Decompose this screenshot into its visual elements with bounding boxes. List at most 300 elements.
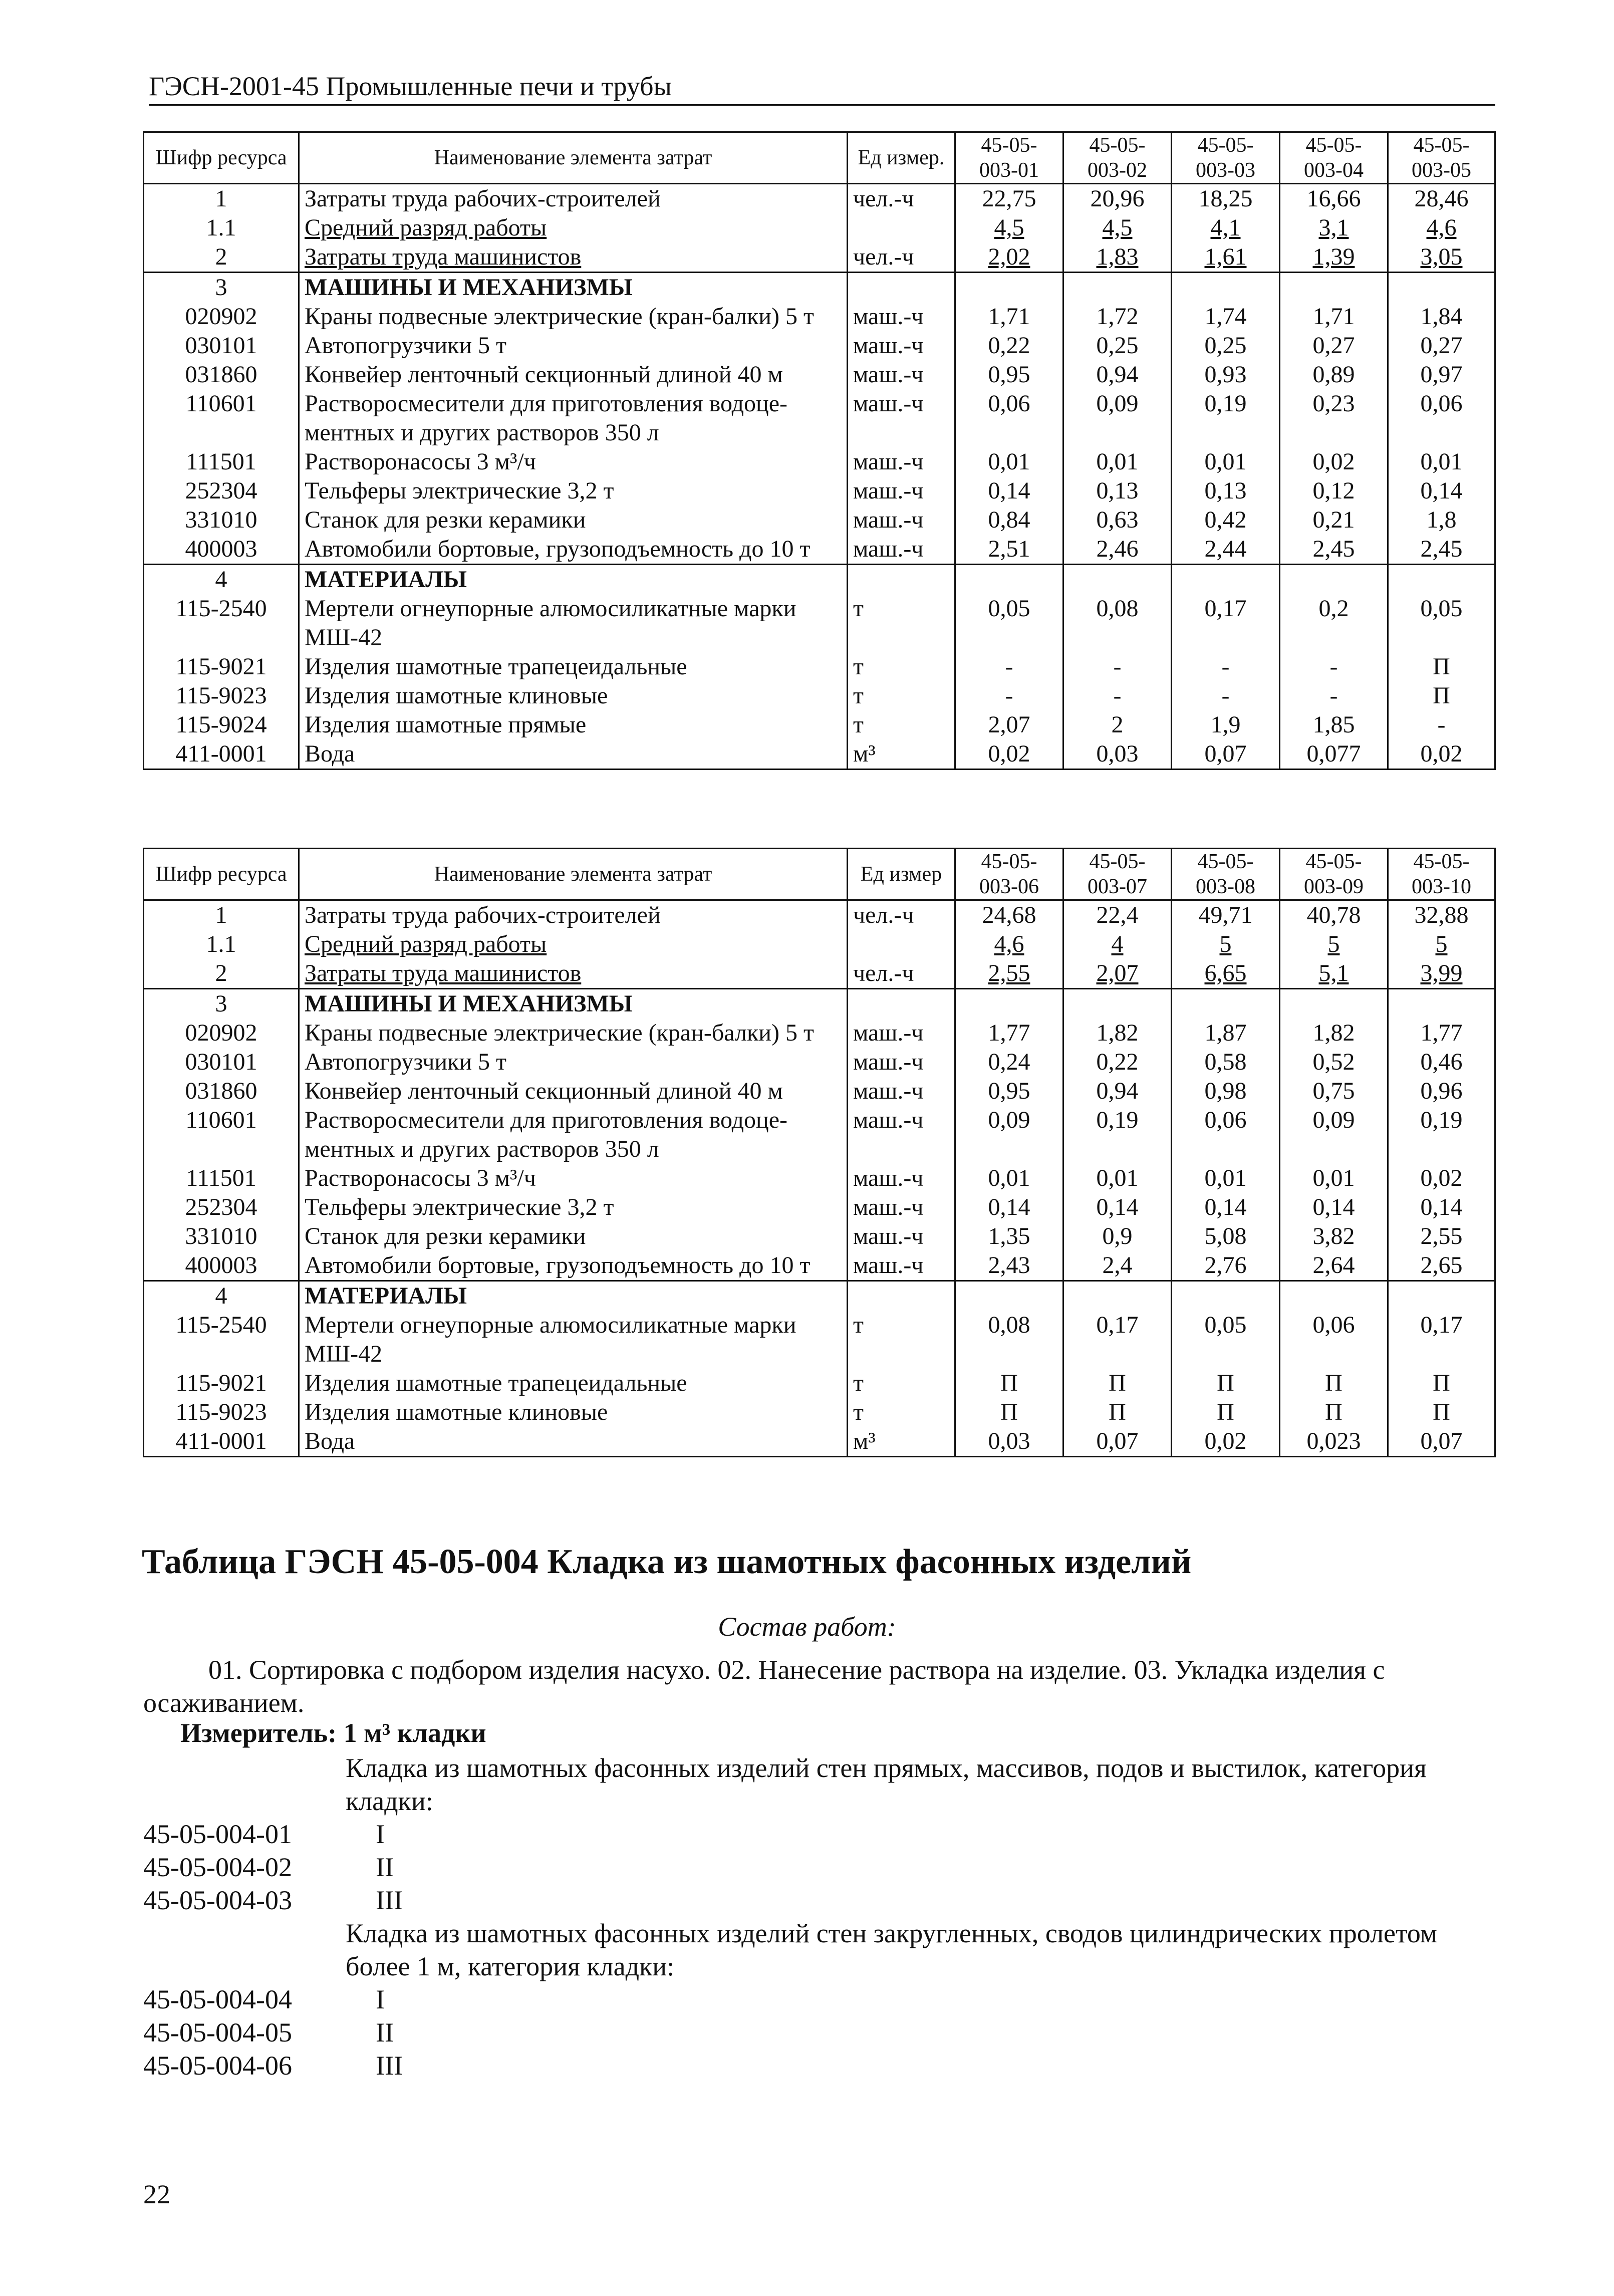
resource-code: 020902 <box>144 302 299 331</box>
value-cell: 1,71 <box>1280 302 1388 331</box>
value-cell: 0,14 <box>1388 1193 1495 1222</box>
value-cell <box>1172 1281 1280 1311</box>
value-cell: 0,05 <box>1172 1311 1280 1369</box>
value-cell: 4,6 <box>955 930 1063 959</box>
resource-unit: маш.-ч <box>848 331 955 360</box>
value-cell: 0,14 <box>1388 476 1495 505</box>
value-cell <box>1063 565 1172 595</box>
resource-name: Изделия шамотные клиновые <box>299 1398 848 1427</box>
value-cell: 0,25 <box>1063 331 1172 360</box>
resource-unit: т <box>848 1398 955 1427</box>
value-cell: 0,13 <box>1063 476 1172 505</box>
value-cell: 0,25 <box>1172 331 1280 360</box>
resource-code: 3 <box>144 989 299 1019</box>
value-cell: 0,19 <box>1388 1106 1495 1164</box>
value-cell <box>1388 989 1495 1019</box>
table-row <box>144 1311 1495 1369</box>
value-cell: 0,02 <box>1388 739 1495 770</box>
value-cell: П <box>1280 1398 1388 1427</box>
value-cell: 1,35 <box>955 1222 1063 1251</box>
resource-code: 115-9021 <box>144 652 299 681</box>
value-cell: П <box>1388 681 1495 710</box>
value-cell: 5 <box>1388 930 1495 959</box>
value-cell: 0,01 <box>1280 1164 1388 1193</box>
value-cell: 1,74 <box>1172 302 1280 331</box>
resource-name: Тельферы электрические 3,2 т <box>299 476 848 505</box>
value-cell <box>1172 565 1280 595</box>
value-cell: П <box>1280 1369 1388 1398</box>
resource-code: 111501 <box>144 447 299 476</box>
resource-code: 110601 <box>144 1106 299 1164</box>
resource-unit: маш.-ч <box>848 447 955 476</box>
column-header: 45-05- 003-05 <box>1388 132 1495 184</box>
value-cell <box>1280 989 1388 1019</box>
table-row <box>144 739 1495 770</box>
value-cell: 0,07 <box>1172 739 1280 770</box>
resource-unit: чел.-ч <box>848 242 955 273</box>
value-cell: - <box>955 681 1063 710</box>
value-cell: 0,46 <box>1388 1048 1495 1077</box>
value-cell: 24,68 <box>955 900 1063 930</box>
table-row <box>144 389 1495 447</box>
value-cell <box>1388 1281 1495 1311</box>
resource-code: 411-0001 <box>144 739 299 770</box>
resource-unit <box>848 989 955 1019</box>
value-cell: 0,14 <box>1063 1193 1172 1222</box>
resource-name: МАШИНЫ И МЕХАНИЗМЫ <box>299 989 848 1019</box>
group2-text: Кладка из шамотных фасонных изделий стен закругленных, сводов цилиндрических пролетом более 1 м, категория кладки: <box>346 1918 1438 1981</box>
value-cell: П <box>1172 1398 1280 1427</box>
table-row <box>144 1398 1495 1427</box>
resource-unit: маш.-ч <box>848 302 955 331</box>
resource-unit: маш.-ч <box>848 1251 955 1281</box>
value-cell: 4,6 <box>1388 213 1495 242</box>
value-cell: 2,45 <box>1388 535 1495 565</box>
table-row <box>144 989 1495 1019</box>
value-cell <box>1063 989 1172 1019</box>
resource-code: 331010 <box>144 505 299 535</box>
value-cell: - <box>1280 652 1388 681</box>
value-cell: 0,01 <box>1063 447 1172 476</box>
resource-name: Конвейер ленточный секционный длиной 40 м <box>299 360 848 389</box>
value-cell: 4,5 <box>955 213 1063 242</box>
resource-unit <box>848 273 955 303</box>
running-header: ГЭСН-2001-45 Промышленные печи и трубы <box>149 71 1495 106</box>
resource-code: 115-9023 <box>144 681 299 710</box>
value-cell: 2,44 <box>1172 535 1280 565</box>
value-cell: 4,1 <box>1172 213 1280 242</box>
resource-name: Изделия шамотные трапецеидальные <box>299 652 848 681</box>
resource-unit: чел.-ч <box>848 900 955 930</box>
column-header: Шифр ресурса <box>144 132 299 184</box>
resource-name: Станок для резки керамики <box>299 505 848 535</box>
value-cell: 4 <box>1063 930 1172 959</box>
column-header: Ед измер <box>848 849 955 900</box>
value-cell: 1,82 <box>1063 1018 1172 1048</box>
value-cell <box>955 565 1063 595</box>
value-cell: 0,14 <box>955 1193 1063 1222</box>
table-row <box>144 565 1495 595</box>
value-cell: 1,8 <box>1388 505 1495 535</box>
column-header: Наименование элемента затрат <box>299 849 848 900</box>
table-row <box>144 535 1495 565</box>
table-row <box>144 959 1495 989</box>
value-cell: 3,82 <box>1280 1222 1388 1251</box>
value-cell: 2,07 <box>1063 959 1172 989</box>
value-cell: 0,96 <box>1388 1077 1495 1106</box>
resource-code: 020902 <box>144 1018 299 1048</box>
column-header: 45-05- 003-09 <box>1280 849 1388 900</box>
table-row <box>144 930 1495 959</box>
value-cell: 0,14 <box>955 476 1063 505</box>
value-cell: 1,82 <box>1280 1018 1388 1048</box>
value-cell: 5,08 <box>1172 1222 1280 1251</box>
table-header-row <box>144 132 1495 184</box>
column-header: 45-05- 003-03 <box>1172 132 1280 184</box>
value-cell: 0,52 <box>1280 1048 1388 1077</box>
table-row <box>144 1281 1495 1311</box>
resource-unit <box>848 213 955 242</box>
value-cell: 0,42 <box>1172 505 1280 535</box>
item-code: 45-05-004-06 <box>143 2051 292 2081</box>
value-cell: П <box>1063 1369 1172 1398</box>
value-cell: 22,75 <box>955 184 1063 214</box>
value-cell <box>1388 565 1495 595</box>
column-header: Ед измер. <box>848 132 955 184</box>
resource-table-1 <box>143 131 1496 770</box>
value-cell: 18,25 <box>1172 184 1280 214</box>
resource-code: 031860 <box>144 360 299 389</box>
value-cell: 0,12 <box>1280 476 1388 505</box>
value-cell: 3,1 <box>1280 213 1388 242</box>
value-cell: 28,46 <box>1388 184 1495 214</box>
table-row <box>144 360 1495 389</box>
item-code: 45-05-004-03 <box>143 1885 292 1915</box>
value-cell: 1,85 <box>1280 710 1388 739</box>
value-cell: - <box>1388 710 1495 739</box>
value-cell: 0,07 <box>1388 1427 1495 1457</box>
value-cell: 0,58 <box>1172 1048 1280 1077</box>
value-cell: 1,39 <box>1280 242 1388 273</box>
resource-code: 3 <box>144 273 299 303</box>
resource-name: Краны подвесные электрические (кран-балки) 5 т <box>299 302 848 331</box>
value-cell: 2,65 <box>1388 1251 1495 1281</box>
value-cell: 2,64 <box>1280 1251 1388 1281</box>
resource-unit: маш.-ч <box>848 505 955 535</box>
value-cell: 0,09 <box>1280 1106 1388 1164</box>
composition-title: Состав работ: <box>718 1612 896 1642</box>
resource-code: 115-9021 <box>144 1369 299 1398</box>
resource-code: 115-9024 <box>144 710 299 739</box>
resource-name: Станок для резки керамики <box>299 1222 848 1251</box>
column-header: 45-05- 003-06 <box>955 849 1063 900</box>
value-cell: 5 <box>1172 930 1280 959</box>
resource-name: Автомобили бортовые, грузоподъемность до 10 т <box>299 535 848 565</box>
value-cell: 0,01 <box>955 1164 1063 1193</box>
value-cell: 0,22 <box>955 331 1063 360</box>
value-cell: 0,01 <box>955 447 1063 476</box>
column-header: 45-05- 003-08 <box>1172 849 1280 900</box>
value-cell: 1,71 <box>955 302 1063 331</box>
value-cell: 4,5 <box>1063 213 1172 242</box>
column-header: 45-05- 003-02 <box>1063 132 1172 184</box>
resource-name: Автомобили бортовые, грузоподъемность до 10 т <box>299 1251 848 1281</box>
resource-name: МАШИНЫ И МЕХАНИЗМЫ <box>299 273 848 303</box>
value-cell: 3,99 <box>1388 959 1495 989</box>
resource-name: МАТЕРИАЛЫ <box>299 565 848 595</box>
value-cell: - <box>1172 681 1280 710</box>
value-cell: 2,55 <box>955 959 1063 989</box>
value-cell: П <box>1388 1398 1495 1427</box>
resource-unit: маш.-ч <box>848 1018 955 1048</box>
resource-unit: маш.-ч <box>848 1106 955 1164</box>
table-row <box>144 273 1495 303</box>
value-cell <box>1280 273 1388 303</box>
value-cell: 5,1 <box>1280 959 1388 989</box>
value-cell: П <box>1388 1369 1495 1398</box>
value-cell: 1,83 <box>1063 242 1172 273</box>
table-row <box>144 331 1495 360</box>
column-header: 45-05- 003-10 <box>1388 849 1495 900</box>
value-cell: 0,02 <box>955 739 1063 770</box>
resource-unit: т <box>848 1369 955 1398</box>
item-code: 45-05-004-02 <box>143 1852 292 1882</box>
value-cell: 0,17 <box>1063 1311 1172 1369</box>
resource-name: Растворосмесители для приготовления водоце-ментных и других растворов 350 л <box>299 1106 848 1164</box>
value-cell <box>1063 1281 1172 1311</box>
value-cell: 2,45 <box>1280 535 1388 565</box>
value-cell: 32,88 <box>1388 900 1495 930</box>
value-cell: 49,71 <box>1172 900 1280 930</box>
item-code: 45-05-004-01 <box>143 1819 292 1849</box>
resource-unit: чел.-ч <box>848 184 955 214</box>
value-cell: 0,01 <box>1172 1164 1280 1193</box>
resource-name: Затраты труда рабочих-строителей <box>299 184 848 214</box>
value-cell: 0,077 <box>1280 739 1388 770</box>
resource-unit <box>848 930 955 959</box>
value-cell: 0,08 <box>1063 594 1172 652</box>
value-cell: 0,08 <box>955 1311 1063 1369</box>
value-cell: 0,21 <box>1280 505 1388 535</box>
value-cell: 0,97 <box>1388 360 1495 389</box>
resource-code: 2 <box>144 959 299 989</box>
resource-name: Вода <box>299 1427 848 1457</box>
table-header-row <box>144 849 1495 900</box>
resource-code: 115-2540 <box>144 1311 299 1369</box>
resource-name: Средний разряд работы <box>299 930 848 959</box>
table-row <box>144 1222 1495 1251</box>
resource-code: 115-9023 <box>144 1398 299 1427</box>
resource-code: 1.1 <box>144 930 299 959</box>
resource-unit <box>848 1281 955 1311</box>
value-cell: 16,66 <box>1280 184 1388 214</box>
resource-unit: т <box>848 652 955 681</box>
value-cell: 0,95 <box>955 360 1063 389</box>
value-cell: П <box>955 1369 1063 1398</box>
value-cell <box>1172 273 1280 303</box>
resource-code: 030101 <box>144 331 299 360</box>
value-cell: 0,75 <box>1280 1077 1388 1106</box>
resource-name: Затраты труда машинистов <box>299 959 848 989</box>
value-cell <box>1280 1281 1388 1311</box>
table-row <box>144 505 1495 535</box>
table-row <box>144 1164 1495 1193</box>
value-cell: П <box>1063 1398 1172 1427</box>
table-row <box>144 1427 1495 1457</box>
value-cell: 0,01 <box>1172 447 1280 476</box>
resource-name: Затраты труда рабочих-строителей <box>299 900 848 930</box>
resource-unit: м³ <box>848 739 955 770</box>
resource-name: Конвейер ленточный секционный длиной 40 м <box>299 1077 848 1106</box>
resource-code: 031860 <box>144 1077 299 1106</box>
resource-code: 115-2540 <box>144 594 299 652</box>
resource-unit: т <box>848 594 955 652</box>
value-cell: 0,05 <box>955 594 1063 652</box>
value-cell: 1,77 <box>1388 1018 1495 1048</box>
value-cell: 0,94 <box>1063 360 1172 389</box>
resource-unit: маш.-ч <box>848 476 955 505</box>
resource-name: Затраты труда машинистов <box>299 242 848 273</box>
resource-name: Вода <box>299 739 848 770</box>
table-row <box>144 1106 1495 1164</box>
value-cell: 1,61 <box>1172 242 1280 273</box>
value-cell: - <box>1063 652 1172 681</box>
value-cell: 0,09 <box>955 1106 1063 1164</box>
resource-name: Краны подвесные электрические (кран-балки) 5 т <box>299 1018 848 1048</box>
value-cell: 3,05 <box>1388 242 1495 273</box>
value-cell: 1,87 <box>1172 1018 1280 1048</box>
value-cell: 2,55 <box>1388 1222 1495 1251</box>
table-row <box>144 1251 1495 1281</box>
table-row <box>144 1018 1495 1048</box>
item-code: 45-05-004-05 <box>143 2017 292 2048</box>
resource-unit: маш.-ч <box>848 1048 955 1077</box>
value-cell: - <box>1063 681 1172 710</box>
resource-code: 331010 <box>144 1222 299 1251</box>
value-cell: 0,01 <box>1388 447 1495 476</box>
value-cell: 2,07 <box>955 710 1063 739</box>
value-cell: 0,19 <box>1172 389 1280 447</box>
resource-unit: т <box>848 681 955 710</box>
item-category: I <box>376 1819 385 1849</box>
group1-text: Кладка из шамотных фасонных изделий стен прямых, массивов, подов и выстилок, категория кладки: <box>346 1753 1427 1816</box>
resource-name: Средний разряд работы <box>299 213 848 242</box>
resource-name: Тельферы электрические 3,2 т <box>299 1193 848 1222</box>
resource-code: 252304 <box>144 476 299 505</box>
value-cell: - <box>1172 652 1280 681</box>
value-cell: 0,22 <box>1063 1048 1172 1077</box>
value-cell: 0,02 <box>1388 1164 1495 1193</box>
resource-name: Автопогрузчики 5 т <box>299 331 848 360</box>
value-cell: 1,9 <box>1172 710 1280 739</box>
resource-code: 1 <box>144 184 299 214</box>
value-cell: 0,06 <box>1172 1106 1280 1164</box>
value-cell: 0,27 <box>1280 331 1388 360</box>
value-cell: 0,07 <box>1063 1427 1172 1457</box>
column-header: 45-05- 003-04 <box>1280 132 1388 184</box>
value-cell: 2,4 <box>1063 1251 1172 1281</box>
value-cell <box>955 273 1063 303</box>
value-cell: 0,63 <box>1063 505 1172 535</box>
resource-name: Автопогрузчики 5 т <box>299 1048 848 1077</box>
value-cell: П <box>955 1398 1063 1427</box>
value-cell: 2 <box>1063 710 1172 739</box>
value-cell: П <box>1172 1369 1280 1398</box>
resource-name: Изделия шамотные трапецеидальные <box>299 1369 848 1398</box>
value-cell: 2,43 <box>955 1251 1063 1281</box>
value-cell: 0,13 <box>1172 476 1280 505</box>
value-cell: 0,2 <box>1280 594 1388 652</box>
resource-unit: м³ <box>848 1427 955 1457</box>
resource-code: 110601 <box>144 389 299 447</box>
value-cell: 0,84 <box>955 505 1063 535</box>
item-category: I <box>376 1984 385 2014</box>
value-cell: 1,84 <box>1388 302 1495 331</box>
value-cell: 1,72 <box>1063 302 1172 331</box>
resource-code: 400003 <box>144 535 299 565</box>
value-cell: 20,96 <box>1063 184 1172 214</box>
table-row <box>144 1077 1495 1106</box>
table-row <box>144 213 1495 242</box>
item-category: II <box>376 2017 394 2048</box>
page-number: 22 <box>143 2179 170 2209</box>
item-code: 45-05-004-04 <box>143 1984 292 2014</box>
table-row <box>144 476 1495 505</box>
table-row <box>144 302 1495 331</box>
value-cell: 0,14 <box>1280 1193 1388 1222</box>
value-cell: 0,89 <box>1280 360 1388 389</box>
resource-code: 252304 <box>144 1193 299 1222</box>
resource-unit: т <box>848 1311 955 1369</box>
resource-code: 4 <box>144 565 299 595</box>
value-cell: 0,94 <box>1063 1077 1172 1106</box>
value-cell: 0,19 <box>1063 1106 1172 1164</box>
resource-code: 1.1 <box>144 213 299 242</box>
table-row <box>144 1048 1495 1077</box>
value-cell <box>1063 273 1172 303</box>
resource-code: 030101 <box>144 1048 299 1077</box>
value-cell: 0,03 <box>1063 739 1172 770</box>
value-cell: 0,02 <box>1172 1427 1280 1457</box>
resource-code: 1 <box>144 900 299 930</box>
resource-name: МАТЕРИАЛЫ <box>299 1281 848 1311</box>
value-cell: 0,02 <box>1280 447 1388 476</box>
value-cell <box>955 1281 1063 1311</box>
resource-code: 411-0001 <box>144 1427 299 1457</box>
resource-unit: маш.-ч <box>848 535 955 565</box>
resource-name: Мертели огнеупорные алюмосиликатные марки МШ-42 <box>299 594 848 652</box>
resource-table-2 <box>143 848 1496 1457</box>
value-cell <box>1388 273 1495 303</box>
table-row <box>144 242 1495 273</box>
value-cell: - <box>955 652 1063 681</box>
resource-name: Изделия шамотные клиновые <box>299 681 848 710</box>
resource-unit <box>848 565 955 595</box>
resource-name: Растворонасосы 3 м³/ч <box>299 1164 848 1193</box>
item-category: III <box>376 2051 403 2081</box>
resource-unit: чел.-ч <box>848 959 955 989</box>
table-row <box>144 594 1495 652</box>
resource-unit: маш.-ч <box>848 1193 955 1222</box>
table-row <box>144 447 1495 476</box>
value-cell: 0,24 <box>955 1048 1063 1077</box>
value-cell: 0,93 <box>1172 360 1280 389</box>
value-cell: 0,03 <box>955 1427 1063 1457</box>
resource-unit: маш.-ч <box>848 389 955 447</box>
resource-code: 2 <box>144 242 299 273</box>
resource-unit: маш.-ч <box>848 1222 955 1251</box>
resource-name: Мертели огнеупорные алюмосиликатные марки МШ-42 <box>299 1311 848 1369</box>
